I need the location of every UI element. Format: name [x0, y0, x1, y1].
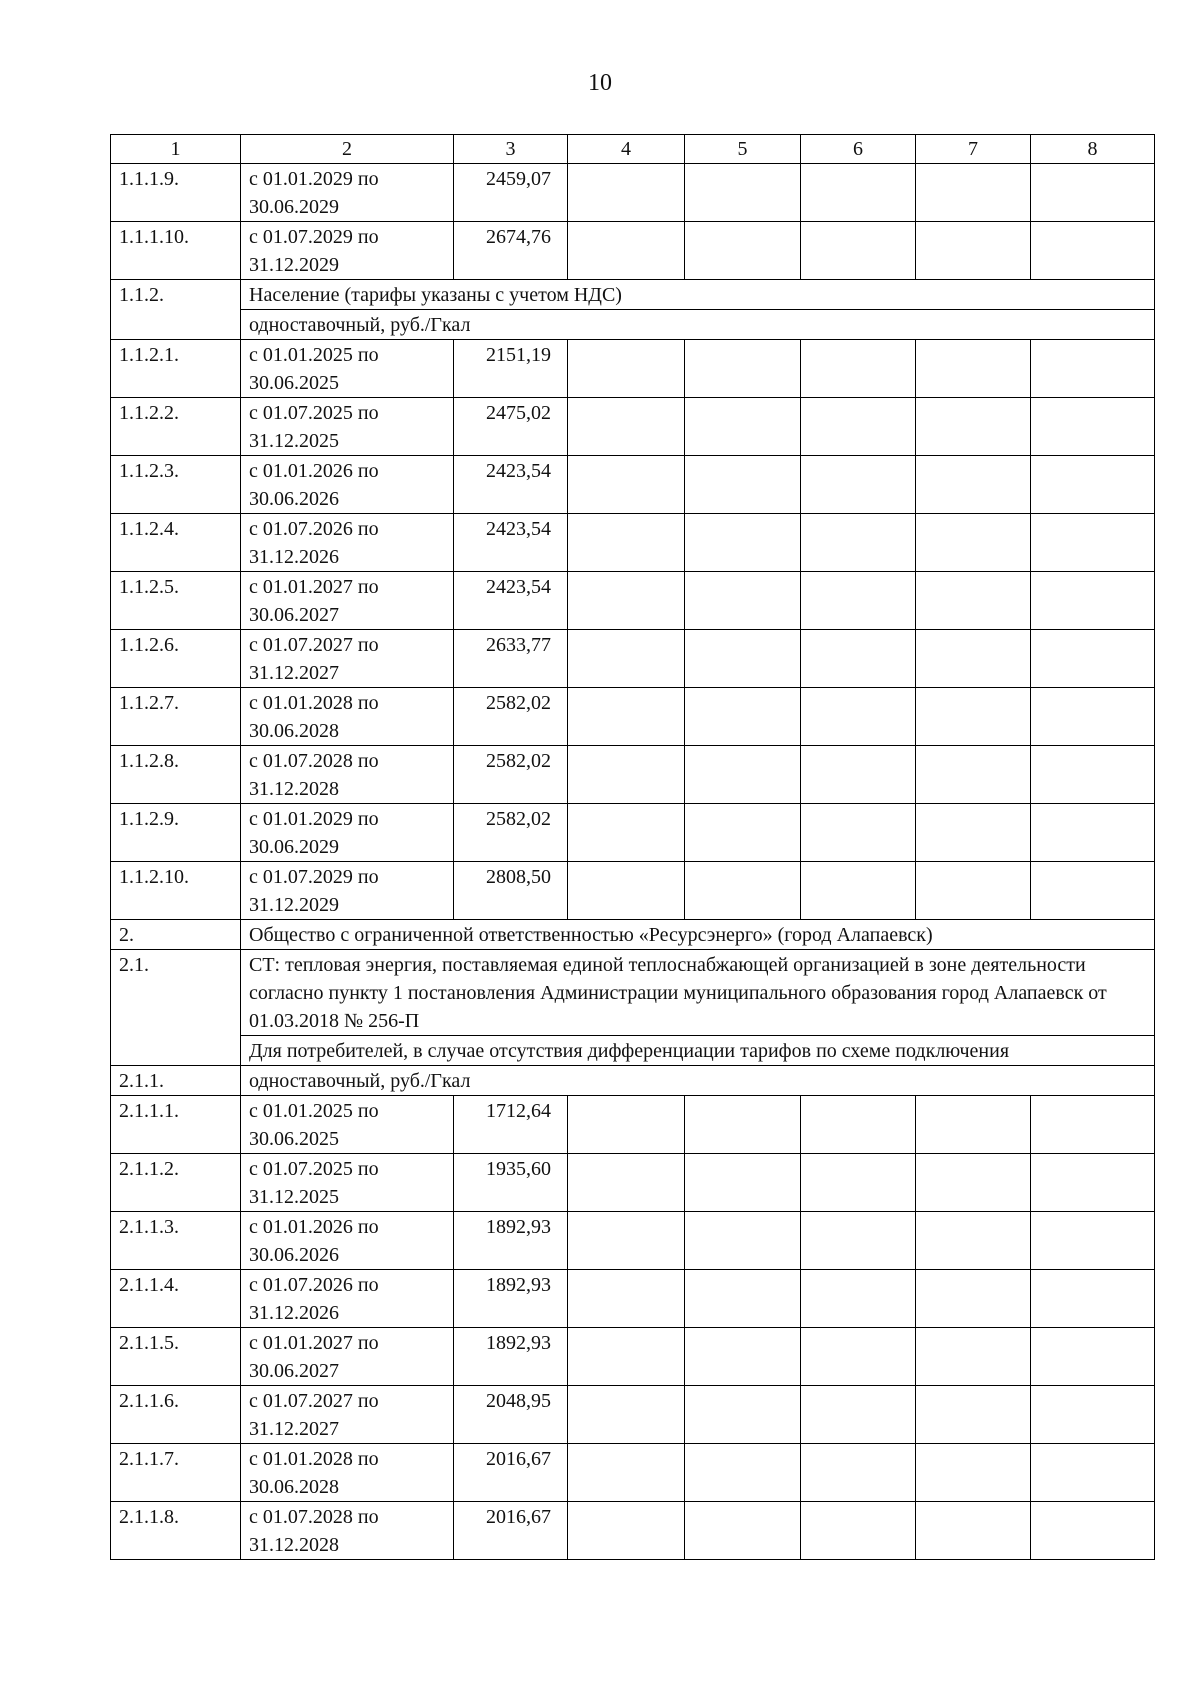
empty-cell	[1031, 1328, 1155, 1386]
tariff-value: 2151,19	[454, 340, 568, 398]
empty-cell	[1031, 1154, 1155, 1212]
tariff-period	[241, 862, 454, 920]
empty-cell	[916, 222, 1031, 280]
period-line: с 01.01.2025 по	[249, 344, 379, 366]
tariff-period	[241, 1154, 454, 1212]
period-line: с 01.07.2028 по	[249, 1506, 379, 1528]
period-line: 31.12.2027	[249, 662, 339, 684]
tariff-value: 1892,93	[454, 1270, 568, 1328]
tariff-period	[241, 222, 454, 280]
section-title: Для потребителей, в случае отсутствия дифференциации тарифов по схеме подключения	[241, 1036, 1155, 1066]
row-number: 1.1.2.1.	[111, 340, 241, 398]
empty-cell	[801, 1386, 916, 1444]
empty-cell	[1031, 804, 1155, 862]
tariff-period	[241, 514, 454, 572]
empty-cell	[568, 164, 685, 222]
row-number: 2.1.1.8.	[111, 1502, 241, 1560]
empty-cell	[801, 1270, 916, 1328]
empty-cell	[801, 164, 916, 222]
column-header: 5	[685, 135, 801, 164]
section-number: 2.	[111, 920, 241, 950]
period-line: 31.12.2029	[249, 894, 339, 916]
period-line: 31.12.2028	[249, 1534, 339, 1556]
tariff-row	[111, 862, 1155, 920]
empty-cell	[685, 688, 801, 746]
empty-cell	[568, 746, 685, 804]
empty-cell	[568, 804, 685, 862]
empty-cell	[916, 572, 1031, 630]
empty-cell	[801, 1328, 916, 1386]
tariff-value: 1892,93	[454, 1328, 568, 1386]
section-row	[111, 1036, 1155, 1066]
tariff-period	[241, 1328, 454, 1386]
empty-cell	[568, 1096, 685, 1154]
tariff-row	[111, 1328, 1155, 1386]
period-line: 30.06.2029	[249, 836, 339, 858]
empty-cell	[568, 1212, 685, 1270]
column-number-row	[111, 135, 1155, 164]
empty-cell	[568, 688, 685, 746]
section-title: СТ: тепловая энергия, поставляемая единой теплоснабжающей организацией в зоне деятельности согласно пункту 1 постановления Администрации муниципального образования город Алапаевск от 01.03.2018 № 256-П	[241, 950, 1155, 1036]
period-line: 31.12.2029	[249, 254, 339, 276]
empty-cell	[685, 1386, 801, 1444]
empty-cell	[1031, 398, 1155, 456]
empty-cell	[568, 398, 685, 456]
period-line: 30.06.2026	[249, 488, 339, 510]
empty-cell	[916, 398, 1031, 456]
section-row	[111, 950, 1155, 1036]
row-number: 2.1.1.5.	[111, 1328, 241, 1386]
tariff-row	[111, 340, 1155, 398]
tariff-row	[111, 572, 1155, 630]
period-line: с 01.07.2025 по	[249, 1158, 379, 1180]
empty-cell	[916, 1502, 1031, 1560]
empty-cell	[685, 164, 801, 222]
period-line: 31.12.2028	[249, 778, 339, 800]
tariff-row	[111, 1502, 1155, 1560]
empty-cell	[685, 398, 801, 456]
tariff-value: 2582,02	[454, 688, 568, 746]
period-line: с 01.07.2029 по	[249, 226, 379, 248]
tariff-value: 2423,54	[454, 514, 568, 572]
row-number: 1.1.2.4.	[111, 514, 241, 572]
section-title: Общество с ограниченной ответственностью «Ресурсэнерго» (город Алапаевск)	[241, 920, 1155, 950]
row-number: 2.1.1.1.	[111, 1096, 241, 1154]
period-line: с 01.07.2027 по	[249, 634, 379, 656]
period-line: 31.12.2026	[249, 1302, 339, 1324]
empty-cell	[568, 1386, 685, 1444]
empty-cell	[916, 456, 1031, 514]
empty-cell	[801, 456, 916, 514]
empty-cell	[1031, 456, 1155, 514]
tariff-period	[241, 1444, 454, 1502]
tariff-row	[111, 1444, 1155, 1502]
empty-cell	[801, 804, 916, 862]
empty-cell	[1031, 746, 1155, 804]
empty-cell	[685, 222, 801, 280]
section-title: одноставочный, руб./Гкал	[241, 1066, 1155, 1096]
empty-cell	[1031, 514, 1155, 572]
empty-cell	[916, 514, 1031, 572]
empty-cell	[685, 630, 801, 688]
section-title: Население (тарифы указаны с учетом НДС)	[241, 280, 1155, 310]
column-header: 4	[568, 135, 685, 164]
empty-cell	[916, 630, 1031, 688]
empty-cell	[916, 746, 1031, 804]
empty-cell	[916, 862, 1031, 920]
section-number: 1.1.2.	[111, 280, 241, 340]
empty-cell	[801, 1154, 916, 1212]
tariff-period	[241, 1502, 454, 1560]
tariff-period	[241, 1386, 454, 1444]
empty-cell	[568, 340, 685, 398]
empty-cell	[685, 746, 801, 804]
tariff-table-body	[111, 135, 1155, 1560]
empty-cell	[1031, 1502, 1155, 1560]
tariff-row	[111, 688, 1155, 746]
empty-cell	[1031, 164, 1155, 222]
row-number: 1.1.2.7.	[111, 688, 241, 746]
tariff-value: 2808,50	[454, 862, 568, 920]
period-line: с 01.07.2028 по	[249, 750, 379, 772]
empty-cell	[1031, 688, 1155, 746]
column-header: 7	[916, 135, 1031, 164]
empty-cell	[685, 804, 801, 862]
period-line: с 01.01.2027 по	[249, 576, 379, 598]
column-header: 1	[111, 135, 241, 164]
empty-cell	[568, 456, 685, 514]
empty-cell	[801, 1096, 916, 1154]
row-number: 1.1.2.2.	[111, 398, 241, 456]
column-header: 6	[801, 135, 916, 164]
empty-cell	[801, 862, 916, 920]
tariff-row	[111, 1096, 1155, 1154]
tariff-value: 1892,93	[454, 1212, 568, 1270]
tariff-row	[111, 164, 1155, 222]
tariff-period	[241, 804, 454, 862]
row-number: 2.1.1.2.	[111, 1154, 241, 1212]
empty-cell	[1031, 630, 1155, 688]
row-number: 1.1.2.3.	[111, 456, 241, 514]
period-line: 30.06.2029	[249, 196, 339, 218]
section-row	[111, 280, 1155, 310]
empty-cell	[685, 1328, 801, 1386]
empty-cell	[685, 1270, 801, 1328]
tariff-period	[241, 456, 454, 514]
tariff-row	[111, 398, 1155, 456]
period-line: 31.12.2025	[249, 430, 339, 452]
tariff-value: 1712,64	[454, 1096, 568, 1154]
empty-cell	[801, 630, 916, 688]
empty-cell	[801, 514, 916, 572]
tariff-row	[111, 746, 1155, 804]
empty-cell	[685, 1502, 801, 1560]
empty-cell	[568, 630, 685, 688]
tariff-row	[111, 1386, 1155, 1444]
tariff-value: 2674,76	[454, 222, 568, 280]
tariff-period	[241, 1270, 454, 1328]
row-number: 2.1.1.7.	[111, 1444, 241, 1502]
empty-cell	[916, 1154, 1031, 1212]
empty-cell	[685, 1154, 801, 1212]
empty-cell	[685, 1444, 801, 1502]
period-line: 31.12.2027	[249, 1418, 339, 1440]
empty-cell	[685, 572, 801, 630]
empty-cell	[685, 1096, 801, 1154]
row-number: 1.1.2.6.	[111, 630, 241, 688]
tariff-value: 2016,67	[454, 1444, 568, 1502]
row-number: 1.1.2.10.	[111, 862, 241, 920]
empty-cell	[801, 398, 916, 456]
tariff-row	[111, 514, 1155, 572]
tariff-row	[111, 1270, 1155, 1328]
tariff-row	[111, 630, 1155, 688]
empty-cell	[801, 746, 916, 804]
tariff-value: 2582,02	[454, 804, 568, 862]
empty-cell	[916, 688, 1031, 746]
empty-cell	[916, 1270, 1031, 1328]
empty-cell	[568, 222, 685, 280]
period-line: с 01.01.2026 по	[249, 460, 379, 482]
tariff-period	[241, 1212, 454, 1270]
tariff-value: 2633,77	[454, 630, 568, 688]
empty-cell	[1031, 1270, 1155, 1328]
empty-cell	[801, 222, 916, 280]
tariff-row	[111, 222, 1155, 280]
empty-cell	[1031, 862, 1155, 920]
row-number: 2.1.1.3.	[111, 1212, 241, 1270]
empty-cell	[568, 1444, 685, 1502]
tariff-period	[241, 1096, 454, 1154]
section-number: 2.1.	[111, 950, 241, 1066]
tariff-value: 2459,07	[454, 164, 568, 222]
tariff-period	[241, 164, 454, 222]
empty-cell	[685, 340, 801, 398]
row-number: 1.1.2.5.	[111, 572, 241, 630]
period-line: 31.12.2026	[249, 546, 339, 568]
period-line: с 01.07.2026 по	[249, 1274, 379, 1296]
period-line: 31.12.2025	[249, 1186, 339, 1208]
period-line: с 01.01.2028 по	[249, 1448, 379, 1470]
tariff-period	[241, 398, 454, 456]
empty-cell	[916, 1444, 1031, 1502]
tariff-value: 2475,02	[454, 398, 568, 456]
empty-cell	[801, 688, 916, 746]
period-line: 30.06.2028	[249, 720, 339, 742]
period-line: с 01.01.2029 по	[249, 808, 379, 830]
row-number: 2.1.1.6.	[111, 1386, 241, 1444]
row-number: 1.1.2.9.	[111, 804, 241, 862]
empty-cell	[685, 456, 801, 514]
tariff-period	[241, 572, 454, 630]
section-row	[111, 1066, 1155, 1096]
empty-cell	[916, 164, 1031, 222]
period-line: 30.06.2028	[249, 1476, 339, 1498]
empty-cell	[1031, 340, 1155, 398]
tariff-value: 2423,54	[454, 572, 568, 630]
empty-cell	[916, 1212, 1031, 1270]
empty-cell	[1031, 572, 1155, 630]
empty-cell	[1031, 1212, 1155, 1270]
row-number: 1.1.1.10.	[111, 222, 241, 280]
tariff-value: 2048,95	[454, 1386, 568, 1444]
row-number: 1.1.2.8.	[111, 746, 241, 804]
period-line: с 01.01.2027 по	[249, 1332, 379, 1354]
tariff-row	[111, 1154, 1155, 1212]
empty-cell	[801, 572, 916, 630]
period-line: 30.06.2027	[249, 604, 339, 626]
period-line: с 01.07.2029 по	[249, 866, 379, 888]
empty-cell	[568, 1502, 685, 1560]
empty-cell	[685, 862, 801, 920]
tariff-table	[110, 134, 1155, 1560]
empty-cell	[1031, 1444, 1155, 1502]
tariff-period	[241, 630, 454, 688]
empty-cell	[1031, 222, 1155, 280]
tariff-value: 2582,02	[454, 746, 568, 804]
empty-cell	[685, 1212, 801, 1270]
tariff-row	[111, 804, 1155, 862]
empty-cell	[1031, 1096, 1155, 1154]
empty-cell	[916, 1386, 1031, 1444]
tariff-period	[241, 340, 454, 398]
period-line: с 01.07.2026 по	[249, 518, 379, 540]
column-header: 8	[1031, 135, 1155, 164]
row-number: 1.1.1.9.	[111, 164, 241, 222]
empty-cell	[916, 340, 1031, 398]
empty-cell	[685, 514, 801, 572]
empty-cell	[801, 1444, 916, 1502]
column-header: 3	[454, 135, 568, 164]
tariff-period	[241, 746, 454, 804]
empty-cell	[568, 1270, 685, 1328]
tariff-row	[111, 456, 1155, 514]
empty-cell	[801, 340, 916, 398]
period-line: 30.06.2026	[249, 1244, 339, 1266]
page-number: 10	[588, 70, 612, 96]
period-line: с 01.01.2025 по	[249, 1100, 379, 1122]
tariff-period	[241, 688, 454, 746]
empty-cell	[801, 1212, 916, 1270]
empty-cell	[568, 862, 685, 920]
tariff-value: 2016,67	[454, 1502, 568, 1560]
section-number: 2.1.1.	[111, 1066, 241, 1096]
column-header: 2	[241, 135, 454, 164]
period-line: с 01.07.2027 по	[249, 1390, 379, 1412]
empty-cell	[568, 1154, 685, 1212]
empty-cell	[916, 804, 1031, 862]
period-line: с 01.01.2026 по	[249, 1216, 379, 1238]
empty-cell	[1031, 1386, 1155, 1444]
row-number: 2.1.1.4.	[111, 1270, 241, 1328]
tariff-row	[111, 1212, 1155, 1270]
empty-cell	[568, 1328, 685, 1386]
period-line: 30.06.2025	[249, 1128, 339, 1150]
section-row	[111, 920, 1155, 950]
tariff-value: 1935,60	[454, 1154, 568, 1212]
period-line: с 01.01.2028 по	[249, 692, 379, 714]
empty-cell	[916, 1096, 1031, 1154]
empty-cell	[568, 514, 685, 572]
section-row	[111, 310, 1155, 340]
empty-cell	[568, 572, 685, 630]
tariff-value: 2423,54	[454, 456, 568, 514]
period-line: 30.06.2025	[249, 372, 339, 394]
empty-cell	[801, 1502, 916, 1560]
period-line: с 01.07.2025 по	[249, 402, 379, 424]
period-line: 30.06.2027	[249, 1360, 339, 1382]
period-line: с 01.01.2029 по	[249, 168, 379, 190]
section-title: одноставочный, руб./Гкал	[241, 310, 1155, 340]
empty-cell	[916, 1328, 1031, 1386]
